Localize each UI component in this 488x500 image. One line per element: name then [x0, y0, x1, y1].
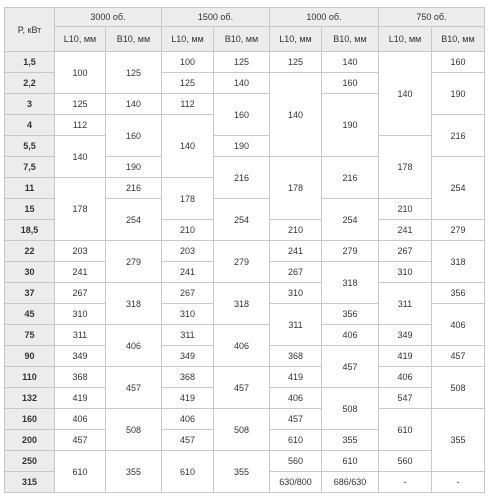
- power-cell: 18,5: [5, 220, 55, 241]
- power-cell: 200: [5, 430, 55, 451]
- value-cell: 125: [270, 52, 322, 73]
- value-cell: 216: [214, 157, 270, 199]
- value-cell: 457: [162, 430, 214, 451]
- power-cell: 3: [5, 94, 55, 115]
- value-cell: 241: [270, 241, 322, 262]
- power-cell: 30: [5, 262, 55, 283]
- table-row: [5, 283, 485, 304]
- value-cell: 216: [432, 115, 485, 157]
- value-cell: 318: [322, 262, 379, 304]
- sub-header: B10, мм: [106, 27, 162, 52]
- value-cell: 368: [270, 346, 322, 367]
- value-cell: 100: [162, 52, 214, 73]
- value-cell: 241: [162, 262, 214, 283]
- value-cell: 100: [55, 52, 106, 94]
- power-cell: 250: [5, 451, 55, 472]
- sub-header: L10, мм: [55, 27, 106, 52]
- value-cell: 406: [55, 409, 106, 430]
- value-cell: 356: [322, 304, 379, 325]
- sub-header: L10, мм: [162, 27, 214, 52]
- value-cell: 140: [270, 73, 322, 157]
- value-cell: 178: [162, 178, 214, 220]
- power-cell: 75: [5, 325, 55, 346]
- value-cell: 210: [162, 220, 214, 241]
- value-cell: 140: [322, 52, 379, 73]
- value-cell: 508: [214, 409, 270, 451]
- value-cell: 318: [214, 283, 270, 325]
- value-cell: 112: [162, 94, 214, 115]
- table-row: [5, 325, 485, 346]
- value-cell: 178: [270, 157, 322, 220]
- value-cell: 406: [270, 388, 322, 409]
- power-cell: 11: [5, 178, 55, 199]
- value-cell: 216: [106, 178, 162, 199]
- value-cell: 267: [162, 283, 214, 304]
- value-cell: 368: [55, 367, 106, 388]
- value-cell: 355: [106, 451, 162, 493]
- value-cell: 310: [55, 304, 106, 325]
- value-cell: 140: [214, 73, 270, 94]
- value-cell: 125: [55, 94, 106, 115]
- value-cell: 610: [162, 451, 214, 493]
- value-cell: 508: [432, 367, 485, 409]
- group-header-750: 750 об.: [379, 8, 485, 27]
- table-body: [5, 52, 485, 493]
- table-row: [5, 52, 485, 73]
- value-cell: 686/630: [322, 472, 379, 493]
- value-cell: 406: [214, 325, 270, 367]
- value-cell: 508: [106, 409, 162, 451]
- value-cell: 310: [270, 283, 322, 304]
- table-row: [5, 451, 485, 472]
- value-cell: 311: [379, 283, 432, 325]
- value-cell: 279: [432, 220, 485, 241]
- value-cell: 125: [162, 73, 214, 94]
- value-cell: 279: [106, 241, 162, 283]
- value-cell: 310: [162, 304, 214, 325]
- value-cell: 140: [162, 115, 214, 178]
- value-cell: 190: [322, 94, 379, 157]
- value-cell: 203: [55, 241, 106, 262]
- value-cell: 457: [214, 367, 270, 409]
- value-cell: 267: [379, 241, 432, 262]
- value-cell: 125: [106, 52, 162, 94]
- value-cell: 355: [432, 409, 485, 472]
- power-cell: 2,2: [5, 73, 55, 94]
- value-cell: 160: [322, 73, 379, 94]
- value-cell: 457: [106, 367, 162, 409]
- group-header-3000: 3000 об.: [55, 8, 162, 27]
- value-cell: 630/800: [270, 472, 322, 493]
- value-cell: 610: [270, 430, 322, 451]
- value-cell: 457: [270, 409, 322, 430]
- value-cell: 160: [214, 94, 270, 136]
- value-cell: 140: [55, 136, 106, 178]
- value-cell: 355: [322, 430, 379, 451]
- value-cell: 216: [322, 157, 379, 199]
- value-cell: 125: [214, 52, 270, 73]
- value-cell: 241: [379, 220, 432, 241]
- value-cell: 254: [432, 157, 485, 220]
- value-cell: 254: [322, 199, 379, 241]
- sub-header: L10, мм: [379, 27, 432, 52]
- value-cell: 406: [106, 325, 162, 367]
- value-cell: 406: [379, 367, 432, 388]
- value-cell: 457: [432, 346, 485, 367]
- value-cell: 311: [55, 325, 106, 346]
- motor-dimensions-table: [4, 7, 485, 493]
- power-cell: 160: [5, 409, 55, 430]
- value-cell: 349: [162, 346, 214, 367]
- value-cell: 140: [379, 52, 432, 136]
- value-cell: 210: [270, 220, 322, 241]
- value-cell: 355: [214, 451, 270, 493]
- power-cell: 4: [5, 115, 55, 136]
- power-cell: 315: [5, 472, 55, 493]
- value-cell: 406: [162, 409, 214, 430]
- value-cell: 178: [379, 136, 432, 199]
- value-cell: 279: [322, 241, 379, 262]
- value-cell: -: [432, 472, 485, 493]
- value-cell: 318: [432, 241, 485, 283]
- value-cell: 508: [322, 388, 379, 430]
- value-cell: 178: [55, 178, 106, 241]
- power-cell: 110: [5, 367, 55, 388]
- power-cell: 1,5: [5, 52, 55, 73]
- value-cell: 406: [322, 325, 379, 346]
- value-cell: 560: [270, 451, 322, 472]
- value-cell: 547: [379, 388, 432, 409]
- value-cell: 368: [162, 367, 214, 388]
- value-cell: 140: [106, 94, 162, 115]
- value-cell: 560: [379, 451, 432, 472]
- power-cell: 15: [5, 199, 55, 220]
- value-cell: 419: [379, 346, 432, 367]
- value-cell: 457: [322, 346, 379, 388]
- table-row: [5, 241, 485, 262]
- power-cell: 22: [5, 241, 55, 262]
- value-cell: 318: [106, 283, 162, 325]
- value-cell: 311: [162, 325, 214, 346]
- value-cell: 457: [55, 430, 106, 451]
- value-cell: 610: [55, 451, 106, 493]
- value-cell: 254: [106, 199, 162, 241]
- value-cell: 160: [106, 115, 162, 157]
- sub-header: L10, мм: [270, 27, 322, 52]
- value-cell: 419: [162, 388, 214, 409]
- power-cell: 37: [5, 283, 55, 304]
- value-cell: 112: [55, 115, 106, 136]
- value-cell: 349: [379, 325, 432, 346]
- sub-header: B10, мм: [322, 27, 379, 52]
- value-cell: 610: [322, 451, 379, 472]
- value-cell: 254: [214, 199, 270, 241]
- value-cell: 203: [162, 241, 214, 262]
- value-cell: 356: [432, 283, 485, 304]
- value-cell: 190: [432, 73, 485, 115]
- power-cell: 7,5: [5, 157, 55, 178]
- value-cell: 190: [106, 157, 162, 178]
- table-row: [5, 136, 485, 157]
- power-cell: 45: [5, 304, 55, 325]
- value-cell: 349: [55, 346, 106, 367]
- value-cell: 267: [270, 262, 322, 283]
- power-cell: 132: [5, 388, 55, 409]
- value-cell: -: [379, 472, 432, 493]
- table-row: [5, 367, 485, 388]
- value-cell: 279: [214, 241, 270, 283]
- table-row: [5, 409, 485, 430]
- sub-header: B10, мм: [432, 27, 485, 52]
- value-cell: 241: [55, 262, 106, 283]
- group-header-1500: 1500 об.: [162, 8, 270, 27]
- value-cell: 190: [214, 136, 270, 157]
- sub-header: B10, мм: [214, 27, 270, 52]
- value-cell: 210: [379, 199, 432, 220]
- power-cell: 5,5: [5, 136, 55, 157]
- value-cell: 311: [270, 304, 322, 346]
- value-cell: 267: [55, 283, 106, 304]
- group-header-1000: 1000 об.: [270, 8, 379, 27]
- value-cell: 419: [55, 388, 106, 409]
- power-header: P, кВт: [5, 8, 55, 52]
- value-cell: 610: [379, 409, 432, 451]
- value-cell: 406: [432, 304, 485, 346]
- power-cell: 90: [5, 346, 55, 367]
- value-cell: 419: [270, 367, 322, 388]
- value-cell: 310: [379, 262, 432, 283]
- value-cell: 160: [432, 52, 485, 73]
